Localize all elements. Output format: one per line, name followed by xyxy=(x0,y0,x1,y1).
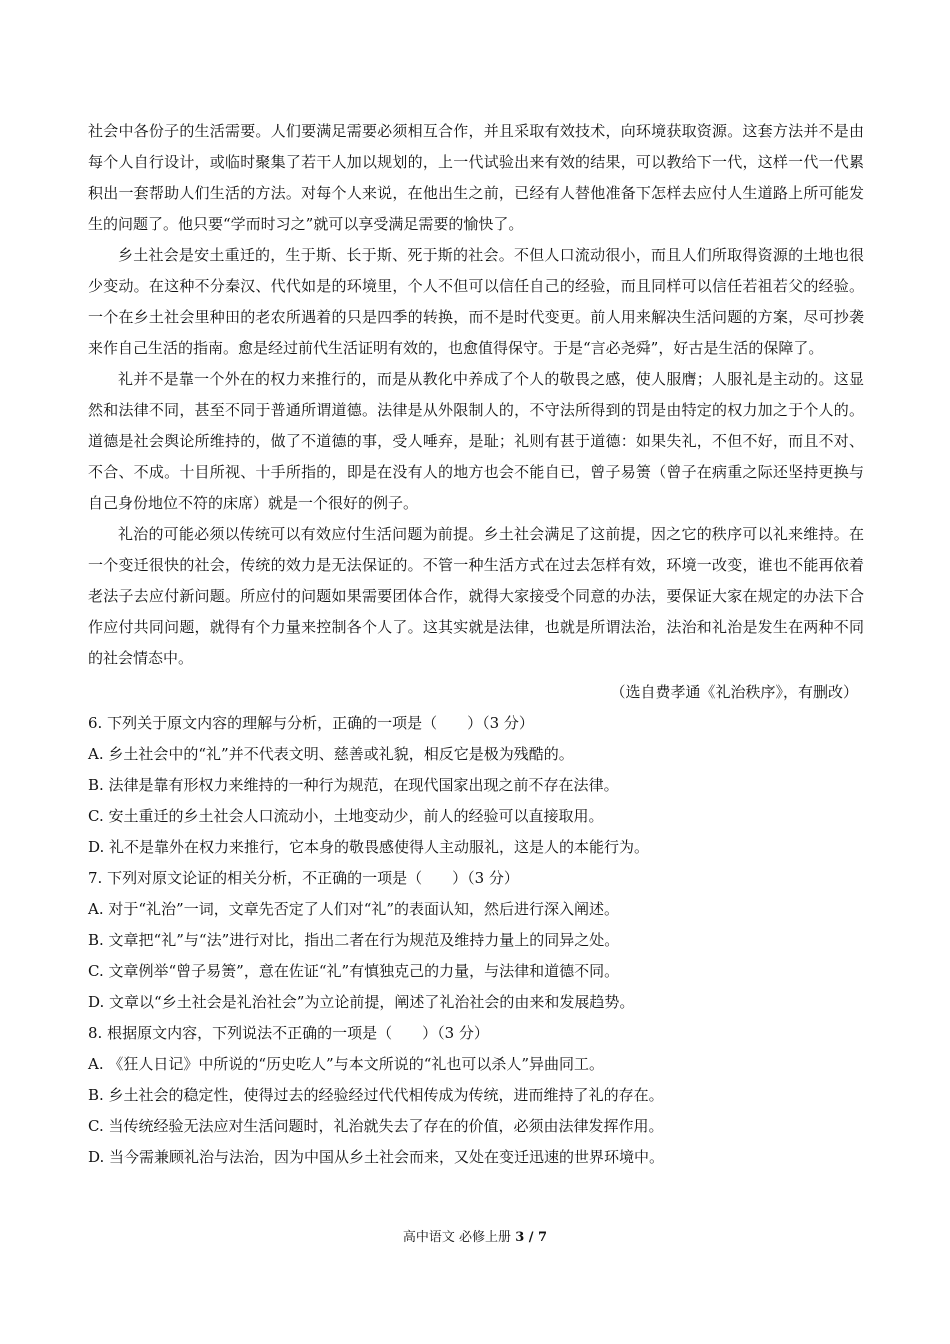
question-option-c: C. 文章例举“曾子易箦”，意在佐证“礼”有慎独克己的力量，与法律和道德不同。 xyxy=(88,962,620,980)
document-content xyxy=(88,116,864,1173)
question-option-b: B. 乡土社会的稳定性，使得过去的经验经过代代相传成为传统，进而维持了礼的存在。 xyxy=(88,1086,664,1104)
question-option-c: C. 安土重迁的乡土社会人口流动小，土地变动少，前人的经验可以直接取用。 xyxy=(88,807,604,825)
question-option-b: B. 法律是靠有形权力来维持的一种行为规范，在现代国家出现之前不存在法律。 xyxy=(88,776,619,794)
question-option-a: A. 对于“礼治”一词，文章先否定了人们对“礼”的表面认知，然后进行深入阐述。 xyxy=(88,900,620,918)
question-option-b: B. 文章把“礼”与“法”进行对比，指出二者在行为规范及维持力量上的同异之处。 xyxy=(88,931,620,949)
passage-paragraph-4: 礼治的可能必须以传统可以有效应付生活问题为前提。乡土社会满足了这前提，因之它的秩序可以礼来维持。在一个变迁很快的社会，传统的效力是无法保证的。不管一种生活方式在过去怎样有效，环境一改变，谁也不能再依着老法子去应付新问题。所应付的问题如果需要团体合作，就得大家接受个同意的办法，要保证大家在规定的办法下合作应付共同问题，就得有个力量来控制各个人了。这其实就是法律，也就是所谓法治，法治和礼治是发生在两种不同的社会情态中。 xyxy=(88,525,864,667)
passage-paragraph-3: 礼并不是靠一个外在的权力来推行的，而是从教化中养成了个人的敬畏之感，使人服膺；人服礼是主动的。这显然和法律不同，甚至不同于普通所谓道德。法律是从外限制人的，不守法所得到的罚是由特定的权力加之于个人的。道德是社会舆论所维持的，做了不道德的事，受人唾弃，是耻；礼则有甚于道德：如果失礼，不但不好，而且不对、不合、不成。十目所视、十手所指的，即是在没有人的地方也会不能自已，曾子易箦（曾子在病重之际还坚持更换与自己身份地位不符的床席）就是一个很好的例子。 xyxy=(88,370,864,512)
question-stem: 6. 下列关于原文内容的理解与分析，正确的一项是（ ）（3 分） xyxy=(88,714,534,732)
question-option-a: A. 乡土社会中的“礼”并不代表文明、慈善或礼貌，相反它是极为残酷的。 xyxy=(88,745,574,763)
question-option-d: D. 当今需兼顾礼治与法治，因为中国从乡土社会而来，又处在变迁迅速的世界环境中。 xyxy=(88,1148,665,1166)
page-footer xyxy=(0,1226,950,1245)
question-7 xyxy=(88,863,864,1018)
question-option-d: D. 礼不是靠外在权力来推行，它本身的敬畏感使得人主动服礼，这是人的本能行为。 xyxy=(88,838,650,856)
passage-paragraph-1: 社会中各份子的生活需要。人们要满足需要必须相互合作，并且采取有效技术，向环境获取资源。这套方法并不是由每个人自行设计，或临时聚集了若干人加以规划的，上一代试验出来有效的结果，可以教给下一代，这样一代一代累积出一套帮助人们生活的方法。对每个人来说，在他出生之前，已经有人替他准备下怎样去应付人生道路上所可能发生的问题了。他只要“学而时习之”就可以享受满足需要的愉快了。 xyxy=(88,122,864,233)
question-stem: 7. 下列对原文论证的相关分析，不正确的一项是（ ）（3 分） xyxy=(88,869,519,887)
question-option-d: D. 文章以“乡土社会是礼治社会”为立论前提，阐述了礼治社会的由来和发展趋势。 xyxy=(88,993,635,1011)
page-number: 3 / 7 xyxy=(515,1230,548,1245)
footer-label: 高中语文 必修上册 xyxy=(402,1230,512,1245)
question-option-c: C. 当传统经验无法应对生活问题时，礼治就失去了存在的价值，必须由法律发挥作用。 xyxy=(88,1117,664,1135)
question-stem: 8. 根据原文内容，下列说法不正确的一项是（ ）（3 分） xyxy=(88,1024,489,1042)
question-6 xyxy=(88,708,864,863)
question-8 xyxy=(88,1018,864,1173)
passage-source: （选自费孝通《礼治秩序》，有删改） xyxy=(610,683,858,701)
passage-paragraph-2: 乡土社会是安土重迁的，生于斯、长于斯、死于斯的社会。不但人口流动很小，而且人们所取得资源的土地也很少变动。在这种不分秦汉、代代如是的环境里，个人不但可以信任自己的经验，而且同样可以信任若祖若父的经验。一个在乡土社会里种田的老农所遇着的只是四季的转换，而不是时代变更。前人用来解决生活问题的方案，尽可抄袭来作自己生活的指南。愈是经过前代生活证明有效的，也愈值得保守。于是“言必尧舜”，好古是生活的保障了。 xyxy=(88,246,864,357)
question-option-a: A. 《狂人日记》中所说的“历史吃人”与本文所说的“礼也可以杀人”异曲同工。 xyxy=(88,1055,605,1073)
